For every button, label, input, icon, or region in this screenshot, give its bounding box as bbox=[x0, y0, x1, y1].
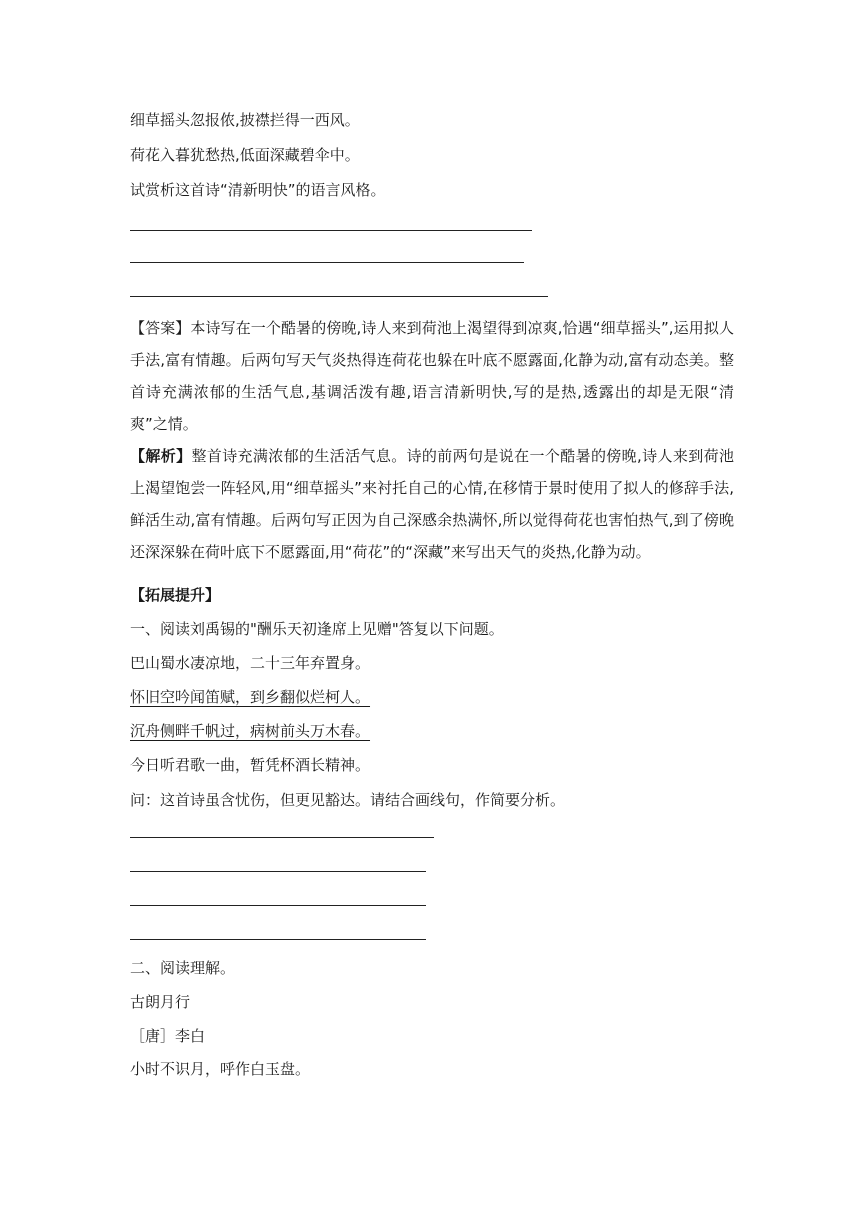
question1: 试赏析这首诗“清新明快”的语言风格。 bbox=[130, 181, 386, 199]
poem1-line3: 细草摇头忽报侬,披襟拦得一西风。 bbox=[130, 111, 360, 129]
poem2-author: ［唐］李白 bbox=[130, 1027, 206, 1045]
section1-answer-line-1 bbox=[130, 837, 434, 838]
section1-answer-line-2 bbox=[130, 871, 426, 872]
analysis-text: 整首诗充满浓郁的生活活气息。诗的前两句是说在一个酷暑的傍晚,诗人来到荷池上渴望饱尝一阵轻风,用“细草摇头”来衬托自己的心情,在移情于景时使用了拟人的修辞手法,鲜活生动,富有情趣。后两句写正因为自己深感余热满怀,所以觉得荷花也害怕热气,到了傍晚还深深躲在荷叶底下不愿露面,用“荷花”的“深藏”来写出天气的炎热,化静为动。 bbox=[130, 447, 734, 561]
section1-title: 一、阅读刘禹锡的"酬乐天初逢席上见赠"答复以下问题。 bbox=[130, 620, 504, 638]
extension-heading: 【拓展提升】 bbox=[130, 586, 221, 604]
answer-line-1 bbox=[130, 230, 532, 231]
section1-answer-line-3 bbox=[130, 905, 426, 906]
poem2-line-1: 小时不识月，呼作白玉盘。 bbox=[130, 1060, 311, 1078]
section1-line-1: 巴山蜀水凄凉地，二十三年弃置身。 bbox=[130, 654, 371, 672]
analysis-label: 【解析】 bbox=[130, 447, 192, 465]
poem1-line4: 荷花入暮犹愁热,低面深藏碧伞中。 bbox=[130, 146, 360, 164]
answer-line-3 bbox=[130, 296, 548, 297]
answer-text: 本诗写在一个酷暑的傍晚,诗人来到荷池上渴望得到凉爽,恰遇“细草摇头”,运用拟人手法,富有情趣。后两句写天气炎热得连荷花也躲在叶底不愿露面,化静为动,富有动态美。整首诗充满浓郁的生活气息,基调活泼有趣,语言清新明快,写的是热,透露出的却是无限“清爽”之情。 bbox=[130, 319, 734, 433]
section1-line-4: 今日听君歌一曲，暂凭杯酒长精神。 bbox=[130, 756, 371, 774]
answer-label: 【答案】 bbox=[130, 319, 191, 337]
answer-line-2 bbox=[130, 262, 524, 263]
section1-line-2-underlined: 怀旧空吟闻笛赋，到乡翻似烂柯人。 bbox=[130, 688, 371, 706]
section2-title: 二、阅读理解。 bbox=[130, 959, 236, 977]
answer-block bbox=[130, 312, 734, 440]
section1-answer-line-4 bbox=[130, 939, 426, 940]
section1-question: 问：这首诗虽含忧伤，但更见豁达。请结合画线句，作简要分析。 bbox=[130, 791, 566, 809]
analysis-block bbox=[130, 440, 734, 568]
section1-line-3-underlined: 沉舟侧畔千帆过，病树前头万木春。 bbox=[130, 722, 371, 740]
poem2-title: 古朗月行 bbox=[130, 993, 191, 1011]
